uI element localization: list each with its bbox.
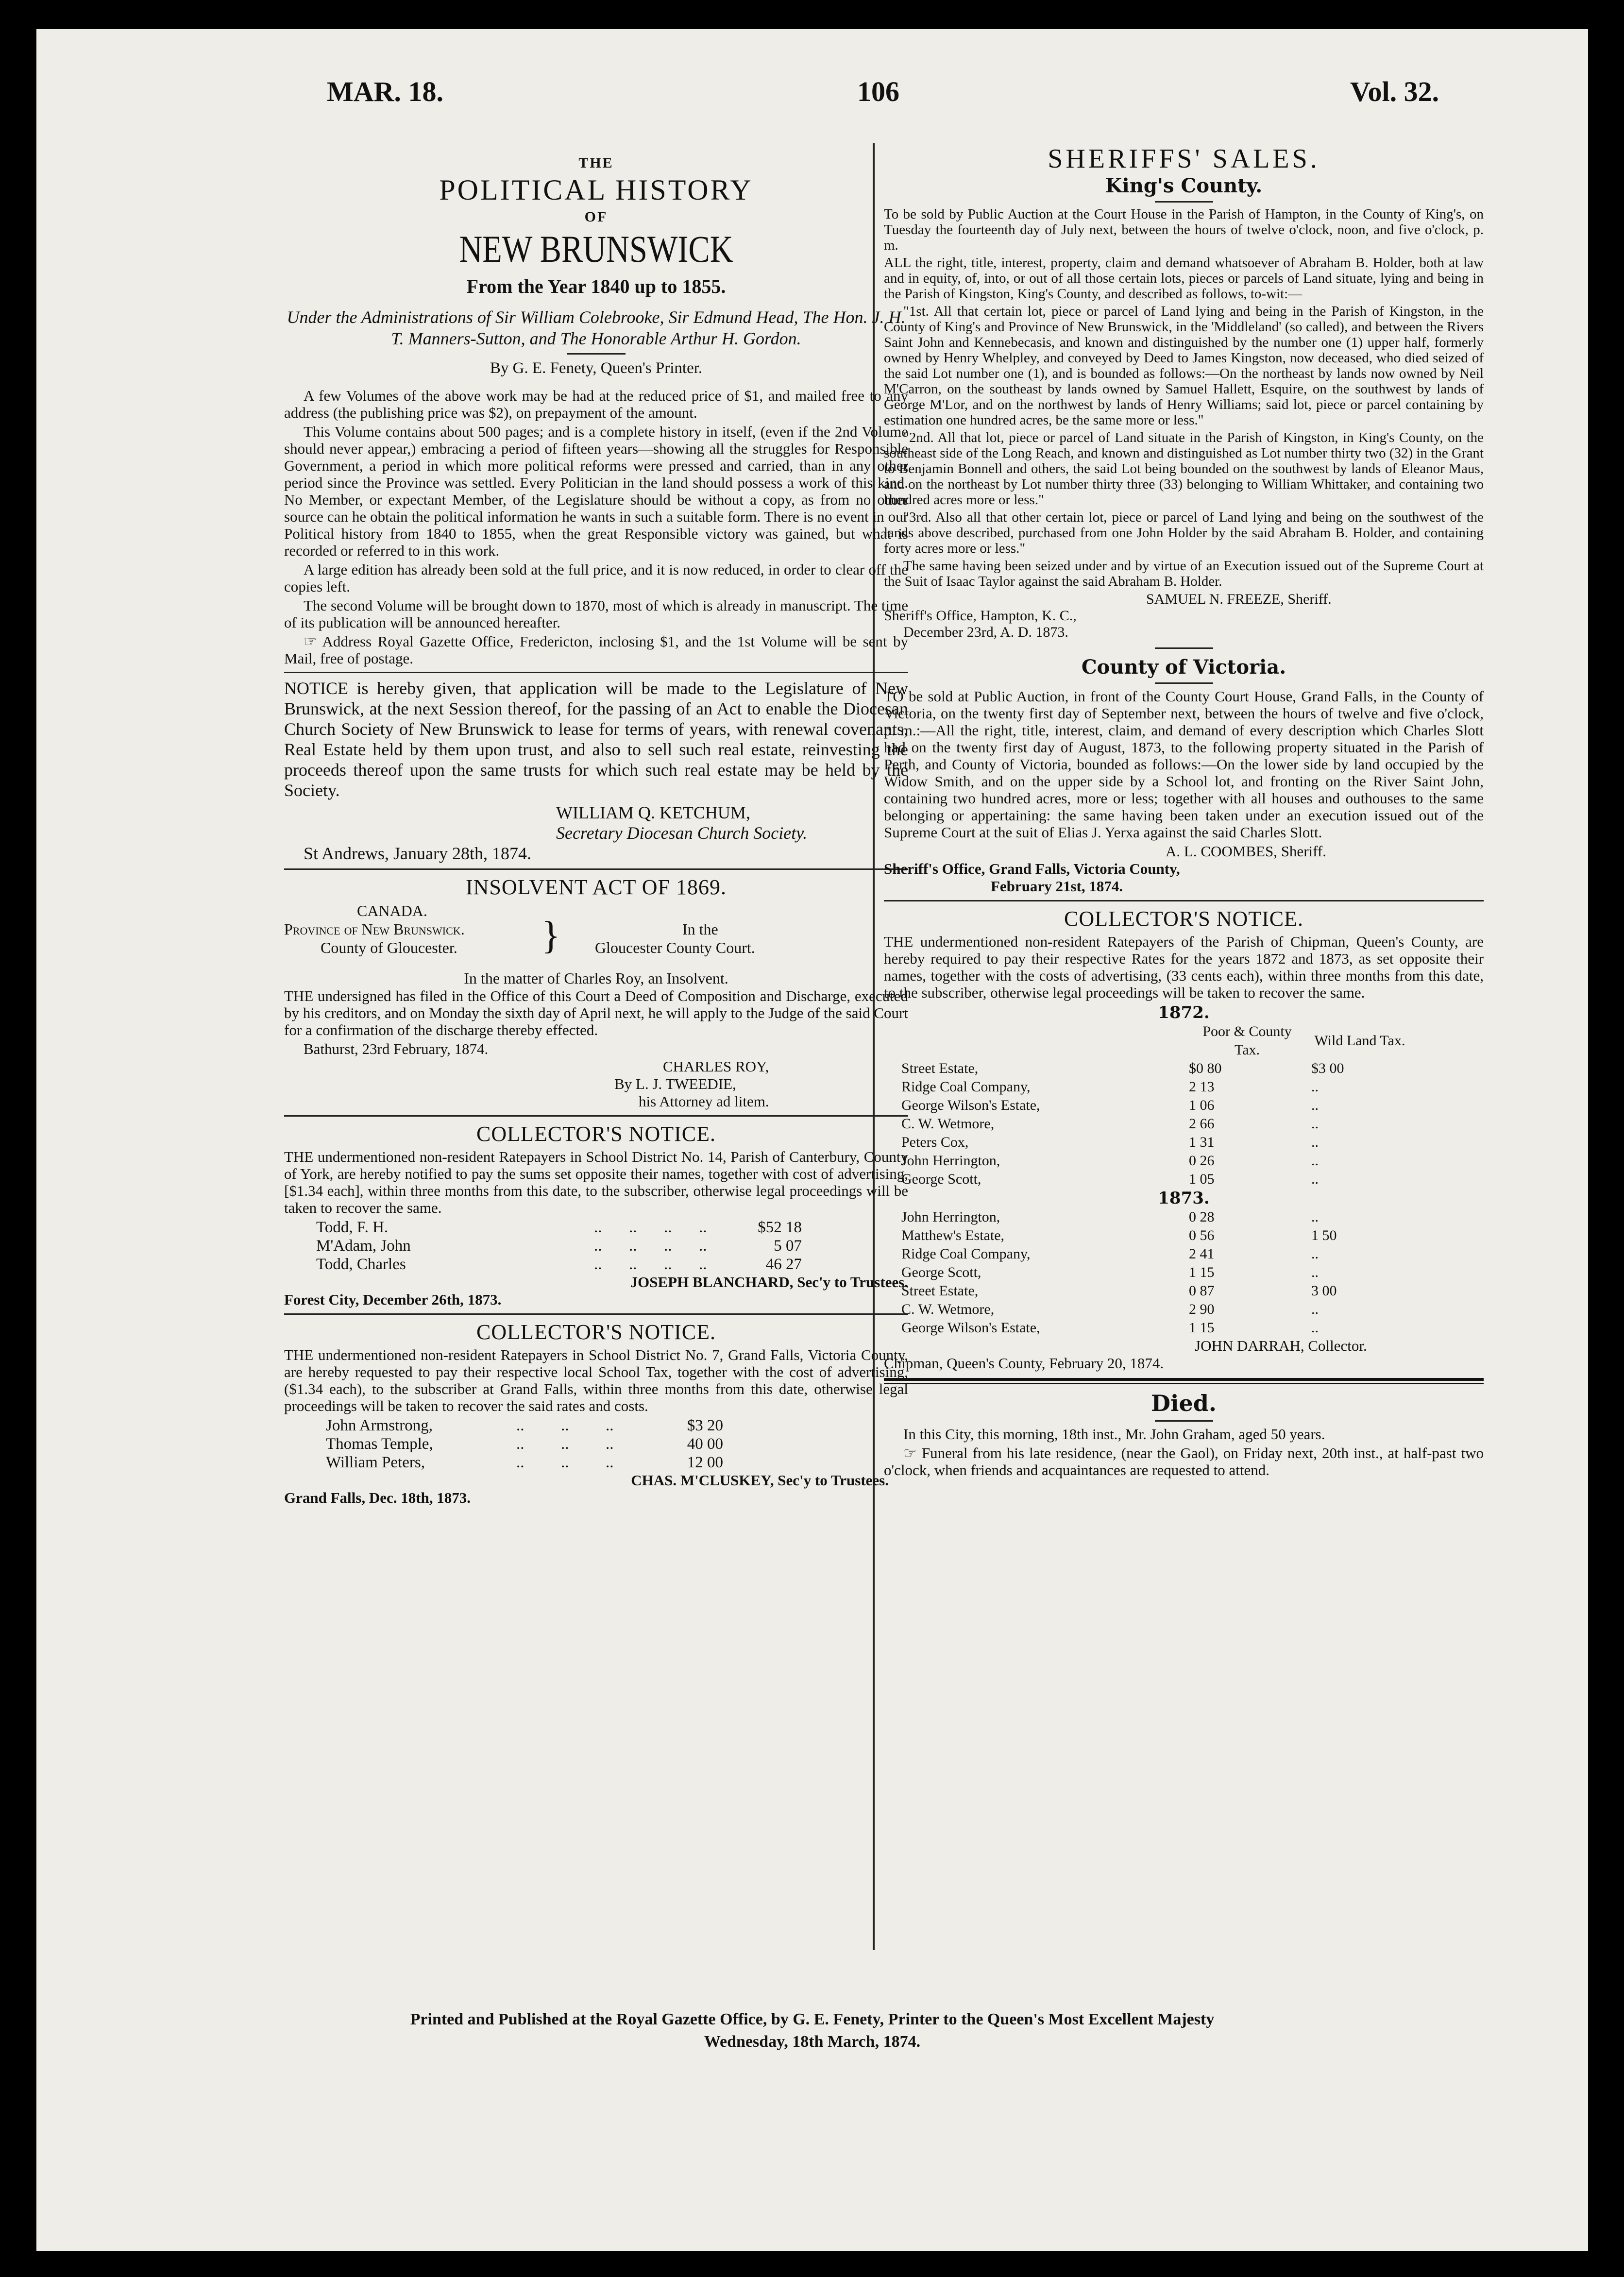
kings-county-heading: King's County.: [1105, 174, 1263, 197]
wild-tax: ..: [1311, 1320, 1319, 1336]
table-row: [898, 1208, 1411, 1226]
header-page-number: 106: [857, 76, 899, 107]
table-row: [898, 1282, 1411, 1300]
sheriffs-all: ALL the right, title, interest, property, claim and demand whatsoever of Abraham B. Holder, both at law and in equity, of, into, or out of all those certain lots, pieces or parcels of Land situate, lying and being in the Parish of Kingston, King's County, and described as follows, to-wit:—: [884, 255, 1484, 302]
collector3-table-1872: [898, 1022, 1411, 1189]
wild-tax: ..: [1311, 1116, 1319, 1132]
victoria-heading: County of Victoria.: [1081, 656, 1286, 679]
poor-tax: 0 56: [1189, 1227, 1215, 1243]
ratepayer-name: Matthew's Estate,: [901, 1227, 1005, 1243]
ratepayer-name: C. W. Wetmore,: [901, 1301, 995, 1317]
table-row: William Peters, .. .. .. 12 00: [323, 1453, 726, 1472]
divider: [284, 868, 908, 870]
collector3-year1: 1872.: [1158, 1003, 1210, 1022]
divider: [284, 672, 908, 673]
poor-tax: 2 41: [1189, 1246, 1215, 1262]
table-row: [898, 1096, 1411, 1115]
collector2-amount: $3 20: [687, 1417, 723, 1434]
collector1-table: [313, 1218, 805, 1274]
ratepayer-name: Street Estate,: [901, 1283, 979, 1299]
collector2-date: Grand Falls, Dec. 18th, 1873.: [284, 1489, 471, 1506]
collector2-text: THE undermentioned non-resident Ratepayers in School District No. 7, Grand Falls, Victoria County, are hereby requested to pay their respective local School Tax, together with the cost of advertising, ($1.34 each), to the subscriber at Grand Falls, within three months from this date, otherwise legal proceedings will be taken to recover the said rates and costs.: [284, 1346, 908, 1414]
insolvent-heading: INSOLVENT ACT OF 1869.: [465, 875, 727, 899]
ratepayer-name: Ridge Coal Company,: [901, 1246, 1031, 1262]
poor-tax: 1 06: [1189, 1097, 1215, 1113]
ratepayer-name: Peters Cox,: [901, 1134, 969, 1150]
ratepayer-name: John Herrington,: [901, 1153, 1000, 1169]
died-text: In this City, this morning, 18th inst., Mr. John Graham, aged 50 years.: [903, 1426, 1325, 1443]
footer-line2: Wednesday, 18th March, 1874.: [704, 2033, 921, 2051]
history-admins: Under the Administrations of Sir William Colebrooke, Sir Edmund Head, The Hon. J. H. T. Manners-Sutton, and The Honorable Arthur H. Gordon.: [287, 307, 906, 348]
sheriffs-date: December 23rd, A. D. 1873.: [903, 624, 1068, 640]
insolvent-canada: CANADA.: [357, 902, 427, 919]
history-the: THE: [578, 155, 614, 171]
collector1-heading: COLLECTOR'S NOTICE.: [476, 1122, 716, 1146]
divider: [1155, 682, 1213, 684]
divider: [1155, 1420, 1213, 1422]
table-row: Todd, F. H. .. .. .. .. $52 18: [313, 1218, 805, 1237]
col-poor-county: Poor & County Tax.: [1202, 1023, 1292, 1058]
table-row: [898, 1300, 1411, 1319]
insolvent-caption: [284, 901, 908, 969]
collector2-name: Thomas Temple,: [326, 1435, 433, 1453]
history-p4: The second Volume will be brought down to 1870, most of which is already in manuscript. The time of its publication will be announced hereafter.: [284, 597, 908, 631]
collector3-text: THE undermentioned non-resident Ratepayers of the Parish of Chipman, Queen's County, are hereby required to pay their respective Rates for the years 1872 and 1873, as set opposite their names, together with the costs of advertising, (33 cents each), within three months from this date, to the subscriber, otherwise legal proceedings will be taken to recover the same.: [884, 933, 1484, 1001]
collector2-name: William Peters,: [326, 1454, 425, 1471]
history-p2: This Volume contains about 500 pages; and is a complete history in itself, (even if the 2nd Volume should never appear,) embracing a period of fifteen years—showing all the struggles for Responsible Government, a period in which more political reforms were pressed and carried, than in any other period since the Province was settled. Every Politician in the land should possess a work of this kind. No Member, or expectant Member, of the Legislature should be without a copy, as from no other source can he obtain the political information he wants in such a suitable form. There is no event in our Political history from 1840 to 1855, when the great Responsible victory was gained, but what is recorded or referred to in this work.: [284, 423, 908, 559]
collector1-date: Forest City, December 26th, 1873.: [284, 1291, 502, 1308]
table-row: [898, 1263, 1411, 1282]
wild-tax: ..: [1311, 1153, 1319, 1169]
victoria-office: Sheriff's Office, Grand Falls, Victoria County,: [884, 860, 1180, 877]
insolvent-sig1: CHARLES ROY,: [663, 1058, 769, 1075]
table-row: [898, 1170, 1411, 1189]
insolvent-county: County of Gloucester.: [321, 939, 457, 956]
insolvent-province: Province of New Brunswick.: [284, 920, 465, 938]
sheriffs-office: Sheriff's Office, Hampton, K. C.,: [884, 608, 1077, 624]
collector1-sig: JOSEPH BLANCHARD, Sec'y to Trustees.: [630, 1274, 908, 1291]
insolvent-court-b: Gloucester County Court.: [595, 939, 755, 956]
collector1-text: THE undermentioned non-resident Ratepayers in School District No. 14, Parish of Canterbury, County of York, are hereby notified to pay the sums set opposite their names, together with cost of advertising, [$1.34 each], within three months from this date, to the subscriber, otherwise legal proceedings will be taken to recover the same.: [284, 1148, 908, 1216]
wild-tax: ..: [1311, 1301, 1319, 1317]
history-author: By G. E. Fenety, Queen's Printer.: [490, 359, 703, 377]
table-row: [898, 1226, 1411, 1245]
table-row: Thomas Temple, .. .. .. 40 00: [323, 1435, 726, 1453]
sheriffs-heading: SHERIFFS' SALES.: [1048, 144, 1320, 174]
insolvent-text: THE undersigned has filed in the Office of this Court a Deed of Composition and Discharge, executed by his creditors, and on Monday the sixth day of April next, he will apply to the Judge of the said Court for a confirmation of the discharge thereby effected.: [284, 987, 908, 1038]
table-row: M'Adam, John .. .. .. .. 5 07: [313, 1237, 805, 1255]
ratepayer-name: George Wilson's Estate,: [901, 1097, 1040, 1113]
newspaper-page: [36, 29, 1588, 2251]
history-p1: A few Volumes of the above work may be had at the reduced price of $1, and mailed free to any address (the publishing price was $2), on prepayment of the amount.: [284, 387, 908, 421]
history-advert: [284, 155, 908, 377]
page-header: [36, 75, 1588, 119]
sheriffs-lot3: "3rd. Also all that other certain lot, piece or parcel of Land lying and being on the southwest of the lands above described, purchased from one John Holder by the said Abraham B. Holder, and containing forty acres more or less.": [884, 510, 1484, 556]
left-column: [284, 143, 908, 2091]
sheriffs-sig: SAMUEL N. FREEZE, Sheriff.: [1146, 591, 1332, 607]
ratepayer-name: George Wilson's Estate,: [901, 1320, 1040, 1336]
poor-tax: 0 87: [1189, 1283, 1215, 1299]
poor-tax: 2 90: [1189, 1301, 1215, 1317]
collector3-table-1873: [898, 1208, 1411, 1337]
wild-tax: ..: [1311, 1171, 1319, 1187]
divider: [1155, 201, 1213, 203]
table-row: [898, 1115, 1411, 1133]
wild-tax: 1 50: [1311, 1227, 1337, 1243]
collector1-name: Todd, F. H.: [316, 1219, 389, 1236]
died-funeral: ☞ Funeral from his late residence, (near the Gaol), on Friday next, 20th inst., at half-past two o'clock, when friends and acquaintances are requested to attend.: [884, 1444, 1484, 1478]
insolvent-sig2: By L. J. TWEEDIE,: [614, 1075, 736, 1092]
ratepayer-name: Ridge Coal Company,: [901, 1079, 1031, 1095]
header-volume: Vol. 32.: [1350, 76, 1439, 107]
notice-place: St Andrews, January 28th, 1874.: [304, 844, 531, 863]
ratepayer-name: John Herrington,: [901, 1209, 1000, 1225]
divider: [284, 1313, 908, 1315]
poor-tax: 1 15: [1189, 1264, 1215, 1280]
history-of: OF: [584, 209, 608, 225]
divider: [284, 1115, 908, 1117]
ratepayer-name: C. W. Wetmore,: [901, 1116, 995, 1132]
collector1-amount: $52 18: [758, 1219, 802, 1236]
collector1-amount: 5 07: [774, 1237, 802, 1255]
insolvent-date: Bathurst, 23rd February, 1874.: [304, 1040, 489, 1057]
history-years: From the Year 1840 up to 1855.: [466, 275, 726, 297]
collector2-heading: COLLECTOR'S NOTICE.: [476, 1320, 716, 1344]
page-footer: [36, 2008, 1588, 2053]
insolvent-sig3: his Attorney ad litem.: [639, 1093, 769, 1110]
poor-tax: 1 05: [1189, 1171, 1215, 1187]
double-rule: [884, 1378, 1484, 1384]
table-row: [898, 1133, 1411, 1152]
poor-tax: 0 26: [1189, 1153, 1215, 1169]
collector1-name: Todd, Charles: [316, 1256, 406, 1273]
collector2-amount: 12 00: [687, 1454, 723, 1471]
divider: [567, 353, 626, 355]
victoria-text: TO be sold at Public Auction, in front of the County Court House, Grand Falls, in the County of Victoria, on the twenty first day of September next, between the hours of twelve and five o'clock, p. m.:—All the right, title, interest, claim, and demand of every description which Charles Slott had on the twenty first day of August, 1873, to the following property situated in the Parish of Perth, and County of Victoria, bounded as follows:—On the lower side by land occupied by the Widow Smith, and on the upper side by a School lot, and fronting on the River Saint John, containing two hundred acres, more or less; together with all houses and outhouses to the same belonging or appertaining: the same having been taken under an execution issued out of the Supreme Court at the suit of Elias J. Yerxa against the said Charles Slott.: [884, 688, 1484, 841]
poor-tax: 2 13: [1189, 1079, 1215, 1095]
history-p5: ☞ Address Royal Gazette Office, Fredericton, inclosing $1, and the 1st Volume will be sent by Mail, free of postage.: [284, 633, 908, 667]
died-heading: Died.: [1151, 1390, 1217, 1416]
wild-tax: ..: [1311, 1209, 1319, 1225]
poor-tax: 1 15: [1189, 1320, 1215, 1336]
footer-line1: Printed and Published at the Royal Gazette Office, by G. E. Fenety, Printer to the Queen's Most Excellent Majesty: [410, 2010, 1215, 2028]
table-row: [898, 1319, 1411, 1337]
ratepayer-name: Street Estate,: [901, 1060, 979, 1076]
victoria-date: February 21st, 1874.: [991, 878, 1123, 895]
wild-tax: $3 00: [1311, 1060, 1344, 1076]
wild-tax: ..: [1311, 1134, 1319, 1150]
poor-tax: $0 80: [1189, 1060, 1222, 1076]
table-row: [898, 1059, 1411, 1078]
wild-tax: ..: [1311, 1264, 1319, 1280]
victoria-sig: A. L. COOMBES, Sheriff.: [1166, 843, 1326, 860]
sheriffs-lot2: "2nd. All that lot, piece or parcel of Land situate in the Parish of Kingston, in King's County, on the southeast side of the Long Reach, and known and distinguished as Lot number thirty two (32) in the Grant to Benjamin Bonnell and others, the said Lot being bounded on the southwest by lands of Eleanor Maus, and on the northeast by Lot number thirty three (33) belonging to William Whittaker, and containing two hundred acres more or less.": [884, 430, 1484, 508]
collector2-sig: CHAS. M'CLUSKEY, Sec'y to Trustees.: [631, 1472, 889, 1489]
table-row: Todd, Charles .. .. .. .. 46 27: [313, 1255, 805, 1274]
notice-text: NOTICE is hereby given, that application will be made to the Legislature of New Brunswick, at the next Session thereof, for the passing of an Act to enable the Diocesan Church Society of New Brunswick to lease for terms of years, with renewal covenants, Real Estate held by them upon trust, and also to sell such real estate, reinvesting the proceeds thereof upon the same trusts for which such real estate may be held by the Society.: [284, 679, 908, 800]
history-title-a: POLITICAL HISTORY: [439, 174, 753, 206]
collector3-date: Chipman, Queen's County, February 20, 1874.: [884, 1355, 1164, 1372]
notice-name: WILLIAM Q. KETCHUM,: [556, 803, 750, 822]
collector2-table: [323, 1416, 726, 1472]
ratepayer-name: George Scott,: [901, 1264, 981, 1280]
poor-tax: 2 66: [1189, 1116, 1215, 1132]
wild-tax: ..: [1311, 1097, 1319, 1113]
wild-tax: ..: [1311, 1246, 1319, 1262]
ratepayer-name: George Scott,: [901, 1171, 981, 1187]
table-row: [898, 1078, 1411, 1096]
table-row: [898, 1245, 1411, 1263]
wild-tax: 3 00: [1311, 1283, 1337, 1299]
collector2-name: John Armstrong,: [326, 1417, 433, 1434]
history-p3: A large edition has already been sold at the full price, and it is now reduced, in order to clear off the copies left.: [284, 561, 908, 595]
sheriffs-seized: The same having been seized under and by virtue of an Execution issued out of the Supreme Court at the Suit of Isaac Taylor against the said Abraham B. Holder.: [884, 558, 1484, 589]
wild-tax: ..: [1311, 1079, 1319, 1095]
collector1-amount: 46 27: [765, 1256, 802, 1273]
collector3-sig: JOHN DARRAH, Collector.: [1195, 1337, 1367, 1354]
col-wild-land: Wild Land Tax.: [1314, 1033, 1405, 1049]
table-row: [898, 1152, 1411, 1170]
collector3-year2: 1873.: [1158, 1189, 1210, 1208]
table-row: John Armstrong, .. .. .. $3 20: [323, 1416, 726, 1435]
divider: [884, 900, 1484, 901]
brace: }: [541, 914, 560, 957]
poor-tax: 0 28: [1189, 1209, 1215, 1225]
insolvent-matter: In the matter of Charles Roy, an Insolvent.: [464, 969, 728, 987]
collector1-name: M'Adam, John: [316, 1237, 411, 1255]
collector2-amount: 40 00: [687, 1435, 723, 1453]
header-date: MAR. 18.: [327, 76, 444, 107]
table-row: [898, 1022, 1411, 1059]
collector3-heading: COLLECTOR'S NOTICE.: [1064, 907, 1303, 931]
sheriffs-lot1: "1st. All that certain lot, piece or parcel of Land lying and being in the Parish of Kingston, in the County of King's and Province of New Brunswick, in the 'Middleland' (so called), and between the Rivers Saint John and Kennebecasis, and known and distinguished by the number one (1) upper half, formerly owned by Henry Whelpley, and conveyed by Deed to James Kingston, now deceased, who died seized of the said Lot number one (1), and is bounded as follows:—On the northeast by lands now owned by Neil M'Carron, on the southeast by lands owned by Samuel Hallett, Esquire, on the southwest by lands of George M'Lor, and on the northwest by lands of Henry Williams; said lot, piece or parcel containing by estimation one hundred acres, be the same more or less.": [884, 304, 1484, 428]
poor-tax: 1 31: [1189, 1134, 1215, 1150]
divider: [1155, 647, 1213, 649]
insolvent-court-a: In the: [682, 920, 718, 938]
right-column: [884, 143, 1484, 2091]
sheriffs-intro: To be sold by Public Auction at the Court House in the Parish of Hampton, in the County of King's, on Tuesday the fourteenth day of July next, between the hours of twelve o'clock, noon, and five o'clock, p. m.: [884, 206, 1484, 253]
history-title-b: NEW BRUNSWICK: [459, 228, 733, 270]
notice-role: Secretary Diocesan Church Society.: [556, 823, 808, 843]
